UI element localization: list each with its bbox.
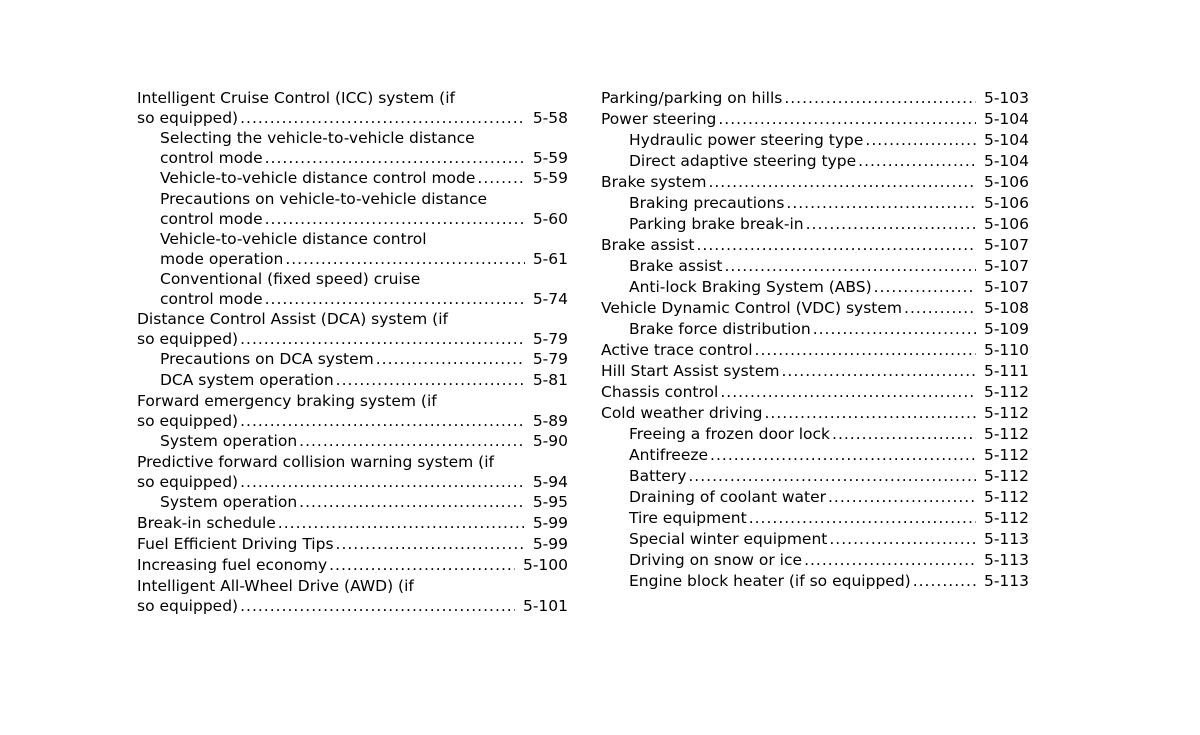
toc-entry-title: Power steering [601,110,717,128]
toc-entry-title: Hydraulic power steering type [629,131,864,149]
toc-entry[interactable] [601,487,1029,507]
dot-leader [708,172,976,192]
toc-entry-title: Vehicle-to-vehicle distance control mode [160,169,476,187]
toc-page-number: 5-59 [532,149,568,167]
toc-entry-title: Freeing a frozen door lock [629,425,831,443]
toc-entry-title: so equipped) [137,412,239,430]
toc-entry-title: Brake force distribution [629,320,811,338]
dot-leader [285,249,525,269]
dot-leader [376,349,525,369]
dot-leader [813,319,976,339]
toc-page-number: 5-112 [983,383,1029,401]
dot-leader [240,411,525,431]
toc-page-number: 5-79 [532,330,568,348]
toc-entry-title: Battery [629,467,687,485]
toc-entry-title-line: Selecting the vehicle-to-vehicle distance [160,129,475,147]
toc-entry[interactable] [601,508,1029,528]
toc-page-number: 5-109 [983,320,1029,338]
dot-leader [299,431,525,451]
toc-entry-title: Special winter equipment [629,530,828,548]
dot-leader [832,424,976,444]
toc-entry[interactable] [601,550,1029,570]
toc-entry-title: Engine block heater (if so equipped) [629,572,911,590]
toc-entry-title: Parking brake break-in [629,215,804,233]
toc-page-number: 5-110 [983,341,1029,359]
toc-entry[interactable] [137,349,568,369]
toc-entry-title: DCA system operation [160,371,334,389]
toc-entry[interactable] [601,382,1029,402]
dot-leader [720,382,976,402]
toc-page-number: 5-112 [983,488,1029,506]
dot-leader [710,445,976,465]
toc-entry-title: Fuel Efficient Driving Tips [137,535,334,553]
toc-entry[interactable] [601,319,1029,339]
toc-page-number: 5-104 [983,152,1029,170]
toc-page-number: 5-106 [983,194,1029,212]
toc-entry-title: control mode [160,210,263,228]
toc-entry[interactable] [601,256,1029,276]
toc-entry[interactable] [601,340,1029,360]
toc-entry-title: Cold weather driving [601,404,763,422]
toc-entry-title: Draining of coolant water [629,488,826,506]
dot-leader [749,508,976,528]
toc-entry[interactable] [601,424,1029,444]
toc-entry-title-line: Conventional (fixed speed) cruise [160,270,421,288]
toc-entry[interactable] [601,361,1029,381]
toc-entry[interactable] [137,555,568,575]
toc-page-number: 5-99 [532,514,568,532]
toc-page-number: 5-81 [532,371,568,389]
toc-page-number: 5-113 [983,530,1029,548]
dot-leader [858,151,976,171]
dot-leader [265,289,525,309]
dot-leader [265,209,525,229]
dot-leader [265,148,525,168]
toc-entry[interactable] [601,109,1029,129]
toc-entry[interactable] [137,370,568,390]
toc-entry-title: System operation [160,432,298,450]
dot-leader [806,214,976,234]
toc-entry[interactable] [601,529,1029,549]
toc-entry[interactable] [601,151,1029,171]
toc-entry-title: Anti-lock Braking System (ABS) [629,278,872,296]
dot-leader [240,108,525,128]
toc-entry[interactable] [137,309,568,349]
toc-page-number: 5-74 [532,290,568,308]
toc-page-number: 5-107 [983,236,1029,254]
toc-entry-title-line: Precautions on vehicle-to-vehicle distance [160,190,488,208]
toc-right-column [601,88,1029,592]
dot-leader [874,277,976,297]
toc-entry[interactable] [601,172,1029,192]
toc-page-number: 5-106 [983,215,1029,233]
dot-leader [865,130,976,150]
toc-page-number: 5-104 [983,110,1029,128]
toc-left-column [137,88,568,616]
toc-page-number: 5-58 [532,109,568,127]
toc-entry[interactable] [601,214,1029,234]
toc-entry[interactable] [137,576,568,616]
toc-entry-title: Active trace control [601,341,753,359]
toc-page-number: 5-113 [983,572,1029,590]
toc-entry[interactable] [137,391,568,431]
toc-entry-title: Parking/parking on hills [601,89,783,107]
toc-entry[interactable] [601,445,1029,465]
dot-leader [755,340,976,360]
toc-entry[interactable] [137,513,568,533]
dot-leader [336,534,525,554]
toc-entry-title: Chassis control [601,383,719,401]
toc-page-number: 5-79 [532,350,568,368]
toc-entry-title: control mode [160,290,263,308]
toc-page-number: 5-113 [983,551,1029,569]
toc-page-number: 5-112 [983,467,1029,485]
toc-entry[interactable] [601,403,1029,423]
toc-page-number: 5-112 [983,404,1029,422]
dot-leader [765,403,976,423]
toc-entry[interactable] [137,88,568,128]
toc-page-number: 5-89 [532,412,568,430]
toc-entry[interactable] [601,193,1029,213]
toc-entry[interactable] [601,298,1029,318]
toc-entry-title: Antifreeze [629,446,709,464]
dot-leader [329,555,515,575]
toc-entry-title: Break-in schedule [137,514,276,532]
toc-entry-title-line: Forward emergency braking system (if [137,392,437,410]
toc-page-number: 5-103 [983,89,1029,107]
toc-page-number: 5-112 [983,446,1029,464]
toc-entry-title-line: Vehicle-to-vehicle distance control [160,230,427,248]
toc-entry[interactable] [137,189,568,229]
toc-entry[interactable] [137,534,568,554]
dot-leader [240,596,515,616]
toc-page-number: 5-99 [532,535,568,553]
dot-leader [784,88,976,108]
dot-leader [278,513,525,533]
toc-entry-title: so equipped) [137,473,239,491]
toc-entry-title: Vehicle Dynamic Control (VDC) system [601,299,903,317]
toc-entry[interactable] [137,452,568,492]
toc-page-number: 5-60 [532,210,568,228]
dot-leader [725,256,976,276]
toc-entry[interactable] [137,168,568,188]
toc-entry-title: Brake assist [601,236,695,254]
toc-page-number: 5-90 [532,432,568,450]
toc-entry[interactable] [137,229,568,269]
dot-leader [240,329,525,349]
dot-leader [688,466,976,486]
dot-leader [477,168,524,188]
toc-entry-title: Direct adaptive steering type [629,152,857,170]
toc-entry-title-line: Predictive forward collision warning system (if [137,453,494,471]
toc-page-number: 5-107 [983,257,1029,275]
toc-entry-title: Braking precautions [629,194,785,212]
toc-page-number: 5-108 [983,299,1029,317]
dot-leader [913,571,976,591]
toc-page-number: 5-111 [983,362,1029,380]
dot-leader [240,472,525,492]
toc-entry-title: control mode [160,149,263,167]
toc-page-number: 5-100 [522,556,568,574]
toc-entry-title-line: Intelligent All-Wheel Drive (AWD) (if [137,577,414,595]
toc-entry-title: Driving on snow or ice [629,551,803,569]
dot-leader [336,370,525,390]
dot-leader [828,487,976,507]
toc-page-number: 5-101 [522,597,568,615]
dot-leader [904,298,976,318]
dot-leader [718,109,976,129]
toc-page-number: 5-112 [983,425,1029,443]
dot-leader [299,492,525,512]
toc-page-number: 5-61 [532,250,568,268]
toc-entry[interactable] [601,571,1029,591]
toc-entry-title: Hill Start Assist system [601,362,780,380]
toc-entry[interactable] [137,492,568,512]
toc-entry[interactable] [601,235,1029,255]
toc-entry-title: mode operation [160,250,284,268]
toc-entry[interactable] [137,431,568,451]
toc-page-number: 5-106 [983,173,1029,191]
toc-entry-title: so equipped) [137,597,239,615]
dot-leader [786,193,976,213]
toc-entry[interactable] [137,269,568,309]
dot-leader [804,550,976,570]
toc-entry[interactable] [601,130,1029,150]
toc-page-number: 5-104 [983,131,1029,149]
toc-entry[interactable] [601,466,1029,486]
toc-entry-title: Brake system [601,173,707,191]
toc-entry-title: Brake assist [629,257,723,275]
toc-entry[interactable] [137,128,568,168]
dot-leader [781,361,975,381]
toc-entry-title: so equipped) [137,330,239,348]
toc-entry-title: System operation [160,493,298,511]
toc-entry-title: so equipped) [137,109,239,127]
toc-entry-title-line: Intelligent Cruise Control (ICC) system (if [137,89,455,107]
toc-entry-title-line: Distance Control Assist (DCA) system (if [137,310,448,328]
toc-entry[interactable] [601,88,1029,108]
toc-entry-title: Tire equipment [629,509,747,527]
toc-page-number: 5-59 [532,169,568,187]
toc-page-number: 5-107 [983,278,1029,296]
dot-leader [697,235,976,255]
dot-leader [829,529,976,549]
toc-page-number: 5-112 [983,509,1029,527]
toc-page-number: 5-94 [532,473,568,491]
toc-entry-title: Increasing fuel economy [137,556,328,574]
toc-page-number: 5-95 [532,493,568,511]
toc-entry-title: Precautions on DCA system [160,350,374,368]
toc-entry[interactable] [601,277,1029,297]
